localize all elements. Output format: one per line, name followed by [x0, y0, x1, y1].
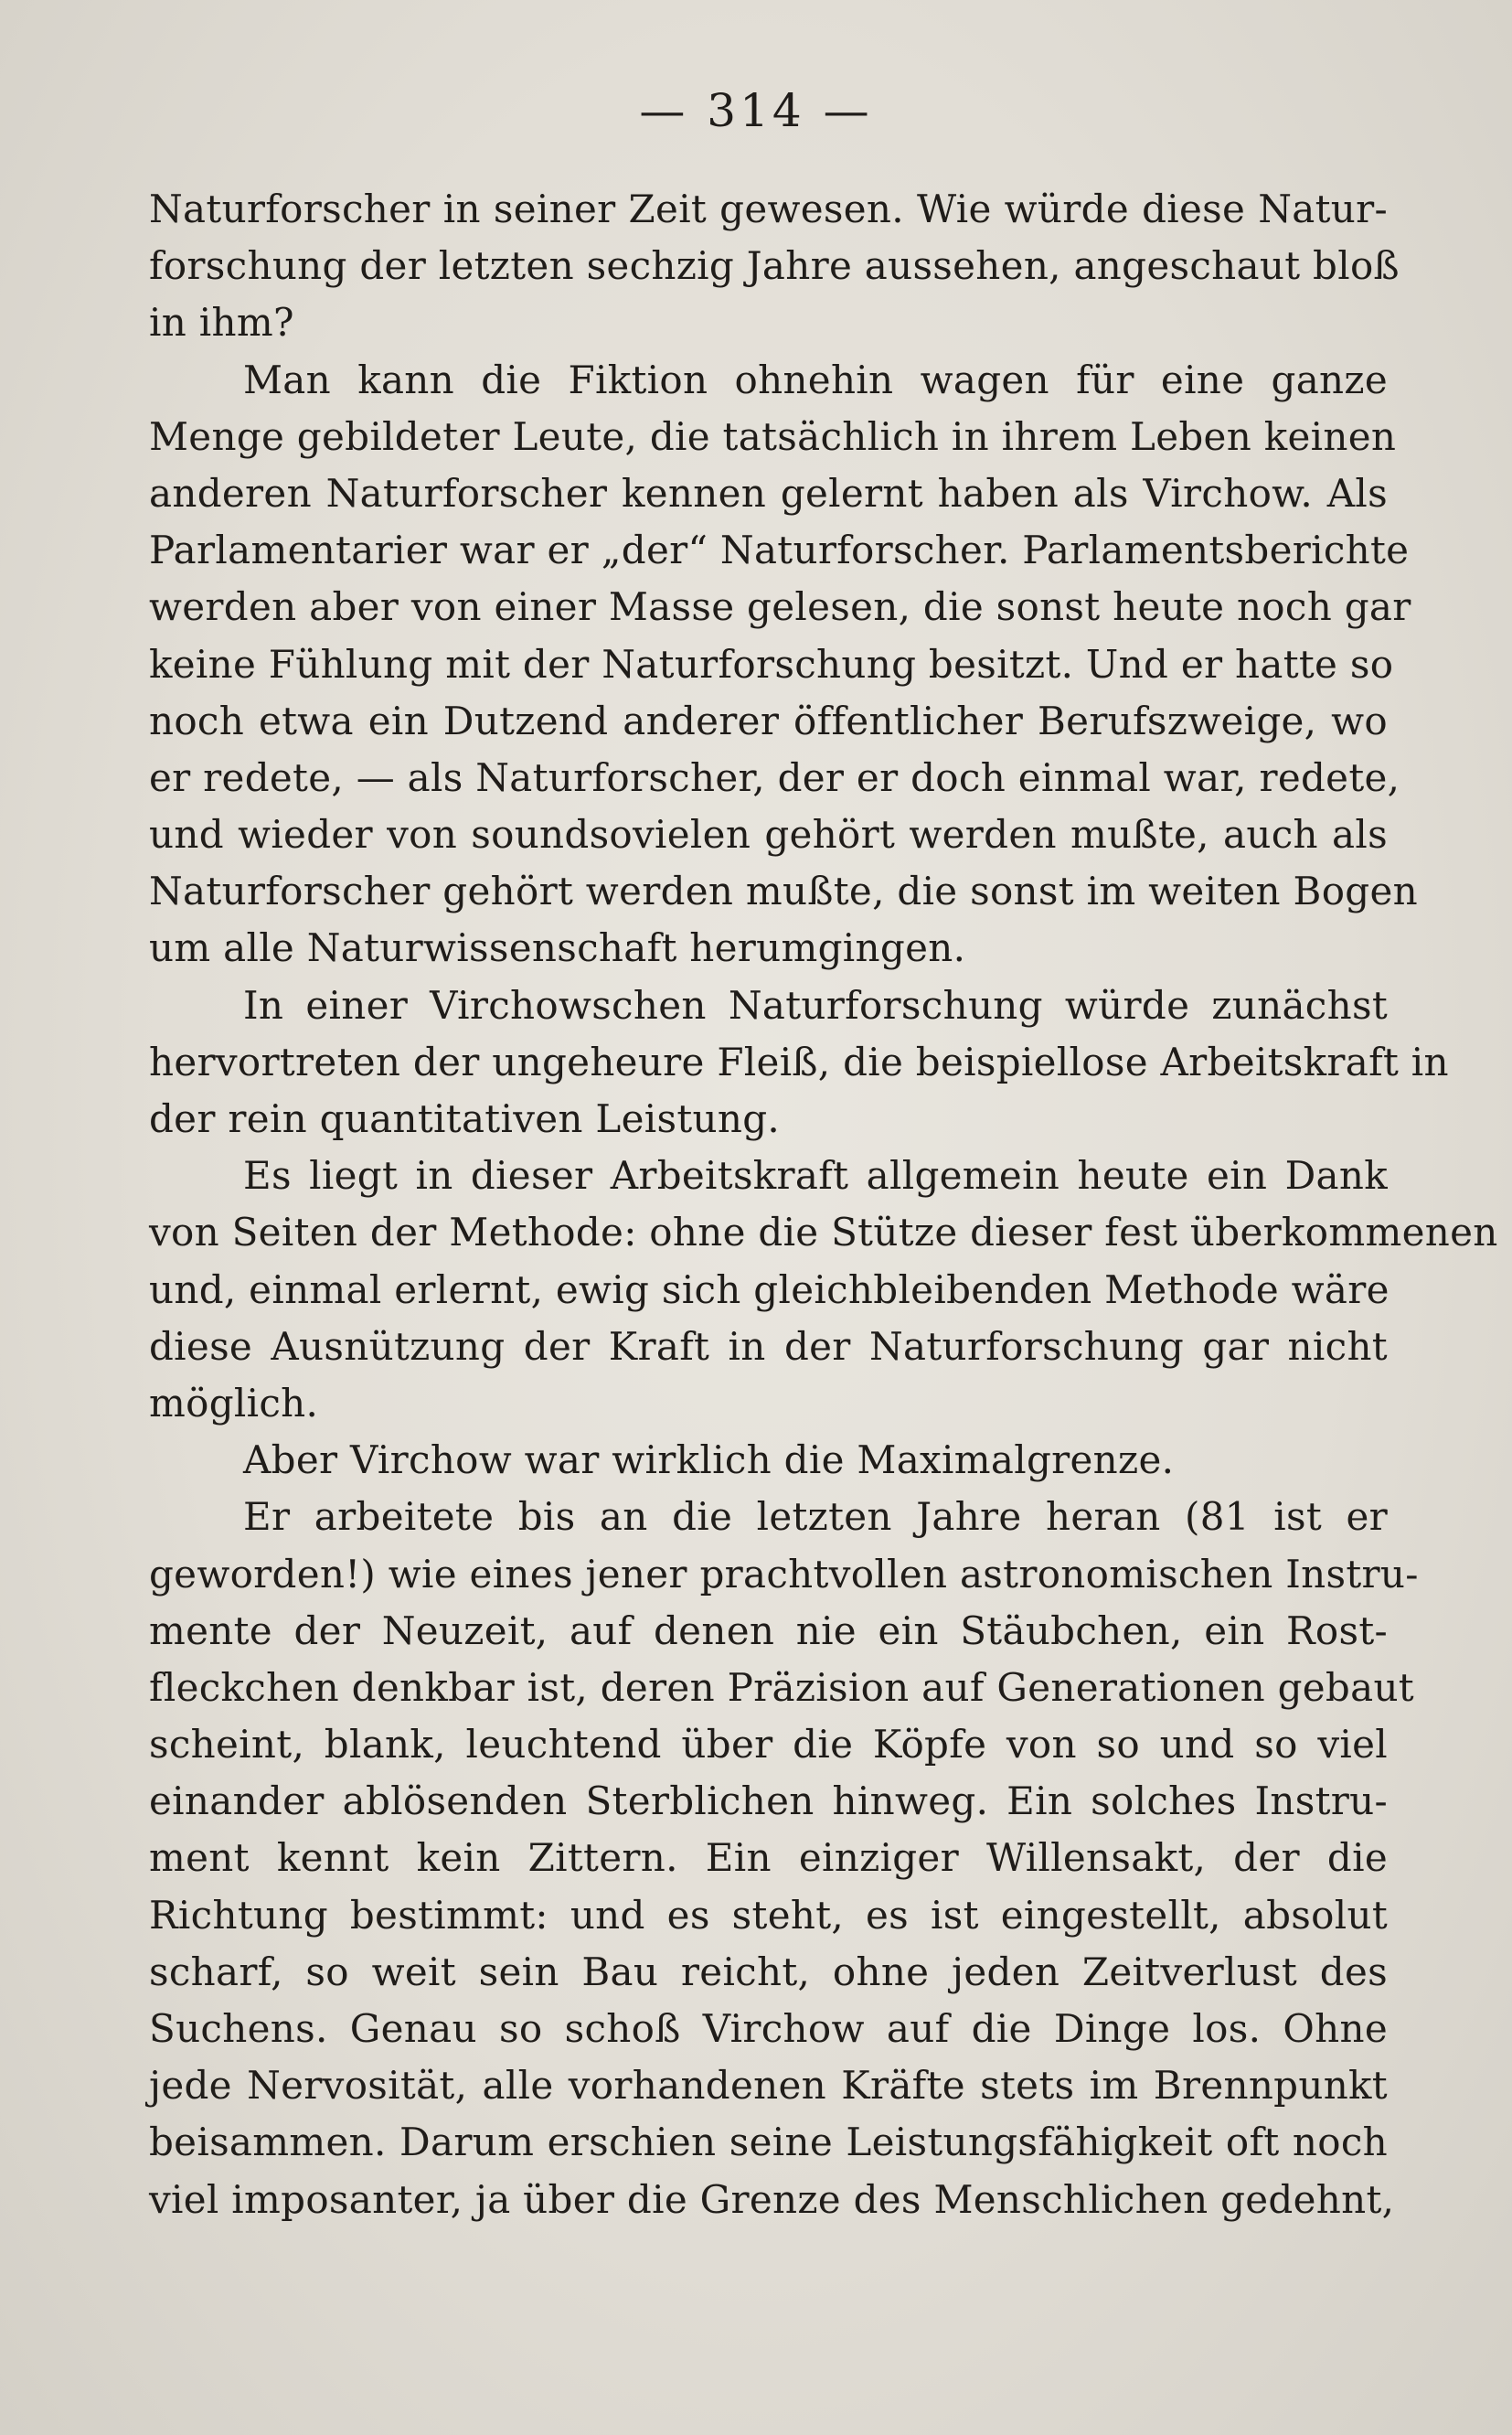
text-line: scharf, so weit sein Bau reicht, ohne jeden Zeitverlust des	[149, 1949, 1388, 1994]
text-line: beisammen. Darum erschien seine Leistungsfähigkeit oft noch	[149, 2120, 1388, 2165]
text-line: einander ablösenden Sterblichen hinweg. Ein solches Instru-	[149, 1778, 1388, 1824]
text-line: Richtung bestimmt: und es steht, es ist eingestellt, absolut	[149, 1892, 1388, 1938]
text-line: noch etwa ein Dutzend anderer öffentlicher Berufszweige, wo	[149, 698, 1388, 743]
text-line: keine Fühlung mit der Naturforschung besitzt. Und er hatte so	[149, 641, 1394, 687]
text-line: Aber Virchow war wirklich die Maximalgrenze.	[243, 1437, 1175, 1483]
text-line: anderen Naturforscher kennen gelernt haben als Virchow. Als	[149, 470, 1388, 516]
text-line: Man kann die Fiktion ohnehin wagen für eine ganze	[243, 357, 1388, 402]
text-line: diese Ausnützung der Kraft in der Naturforschung gar nicht	[149, 1323, 1388, 1369]
text-line: er redete, — als Naturforscher, der er doch einmal war, redete,	[149, 754, 1400, 800]
text-line: in ihm?	[149, 300, 294, 346]
text-line: um alle Naturwissenschaft herumgingen.	[149, 925, 966, 971]
text-line: werden aber von einer Masse gelesen, die sonst heute noch gar	[149, 584, 1411, 630]
text-line: viel imposanter, ja über die Grenze des Menschlichen gedehnt,	[149, 2176, 1395, 2222]
text-line: fleckchen denkbar ist, deren Präzision auf Generationen gebaut	[149, 1664, 1414, 1710]
text-line: In einer Virchowschen Naturforschung würde zunächst	[243, 982, 1388, 1028]
text-line: ment kennt kein Zittern. Ein einziger Willensakt, der die	[149, 1835, 1388, 1881]
text-line: von Seiten der Methode: ohne die Stütze dieser fest überkommenen	[149, 1210, 1498, 1255]
text-line: Es liegt in dieser Arbeitskraft allgemein heute ein Dank	[243, 1153, 1388, 1199]
text-line: Naturforscher in seiner Zeit gewesen. Wie würde diese Natur-	[149, 187, 1388, 231]
text-line: der rein quantitativen Leistung.	[149, 1096, 781, 1141]
text-line: Parlamentarier war er „der“ Naturforscher. Parlamentsberichte	[149, 528, 1410, 573]
text-line: Er arbeitete bis an die letzten Jahre heran (81 ist er	[243, 1494, 1388, 1540]
text-line: möglich.	[149, 1380, 319, 1426]
text-line: und wieder von soundsovielen gehört werden mußte, auch als	[149, 812, 1388, 858]
text-line: und, einmal erlernt, ewig sich gleichbleibenden Methode wäre	[149, 1266, 1390, 1312]
text-line: mente der Neuzeit, auf denen nie ein Stäubchen, ein Rost-	[149, 1607, 1388, 1653]
text-line: jede Nervosität, alle vorhandenen Kräfte stets im Brennpunkt	[149, 2063, 1388, 2109]
body-text	[149, 181, 1498, 2228]
text-line: forschung der letzten sechzig Jahre aussehen, angeschaut bloß	[149, 243, 1400, 289]
text-line: Naturforscher gehört werden mußte, die sonst im weiten Bogen	[149, 869, 1419, 914]
text-line: geworden!) wie eines jener prachtvollen astronomischen Instru-	[149, 1551, 1419, 1597]
text-line: hervortreten der ungeheure Fleiß, die beispiellose Arbeitskraft in	[149, 1039, 1449, 1084]
text-line: Suchens. Genau so schoß Virchow auf die Dinge los. Ohne	[149, 2006, 1388, 2051]
text-line: Menge gebildeter Leute, die tatsächlich in ihrem Leben keinen	[149, 413, 1397, 459]
page-number: — 314 —	[639, 84, 873, 137]
text-line: scheint, blank, leuchtend über die Köpfe von so und so viel	[149, 1722, 1388, 1768]
